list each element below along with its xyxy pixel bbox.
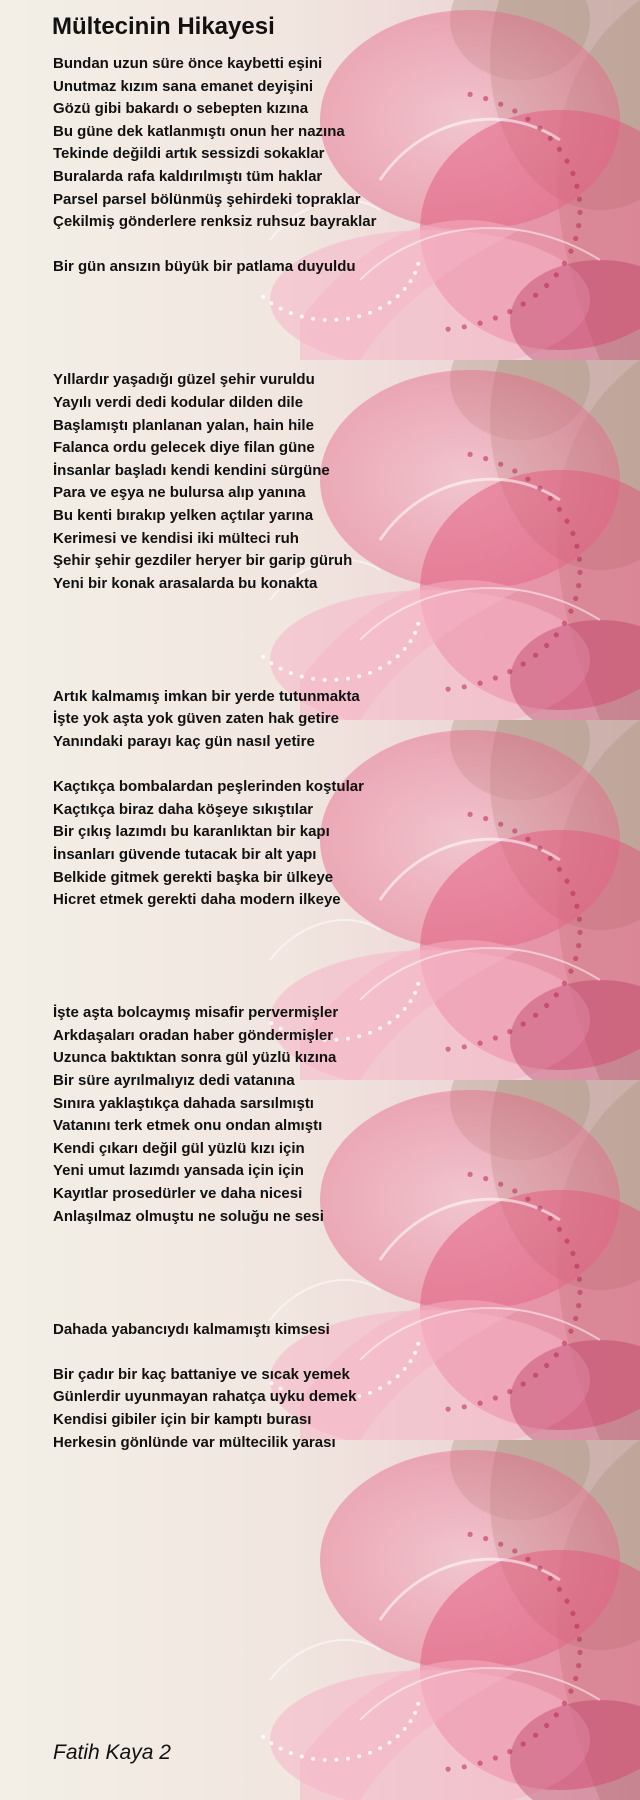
poem-line: Uzunca baktıktan sonra gül yüzlü kızına [53, 1049, 337, 1067]
poem-line: Falanca ordu gelecek diye filan güne [53, 439, 315, 457]
poem-line: Bir çıkış lazımdı bu karanlıktan bir kapı [53, 823, 330, 841]
poem-line: Günlerdir uyunmayan rahatça uyku demek [53, 1388, 357, 1406]
poem-line: Yayılı verdi dedi kodular dilden dile [53, 394, 304, 411]
poem-line: Kaçtıkça biraz daha köşeye sıkıştılar [53, 800, 314, 818]
poem-line: Bu kenti bırakıp yelken açtılar yarına [53, 507, 314, 524]
poem-line: Kaçtıkça bombalardan peşlerinden koştular [53, 778, 364, 796]
poem-line: Herkesin gönlünde var mültecilik yarası [53, 1433, 336, 1451]
poem-line: Sınıra yaklaştıkça dahada sarsılmıştı [53, 1094, 314, 1112]
poem-line: Vatanını terk etmek onu ondan almıştı [53, 1117, 323, 1135]
poem-line: Bundan uzun süre önce kaybetti eşini [53, 55, 323, 72]
poem-line: Şehir şehir gezdiler heryer bir garip güruh [53, 552, 353, 570]
poem-line: Gözü gibi bakardı o sebepten kızına [53, 100, 309, 118]
poem-line: Parsel parsel bölünmüş şehirdeki topraklar [53, 190, 361, 208]
poem-line: Kerimesi ve kendisi iki mülteci ruh [53, 529, 299, 547]
poem-line: Yeni umut lazımdı yansada için için [53, 1162, 304, 1180]
poem-line: Bu güne dek katlanmıştı onun her nazına [53, 122, 345, 140]
poem-line: İşte yok aşta yok güven zaten hak getire [53, 710, 339, 728]
poem-line: Kendisi gibiler için bir kamptı burası [53, 1411, 312, 1428]
poem-line: Çekilmiş gönderlere renksiz ruhsuz bayraklar [53, 213, 377, 231]
poem-line: Bir çadır bir kaç battaniye ve sıcak yemek [53, 1365, 350, 1383]
poem-line: Buralarda rafa kaldırılmıştı tüm haklar [53, 168, 323, 185]
poem-line: İnsanlar başladı kendi kendini sürgüne [53, 461, 330, 479]
poem-line: Unutmaz kızım sana emanet deyişini [53, 77, 314, 95]
poem-author: Fatih Kaya 2 [53, 1741, 171, 1764]
poem-line: Para ve eşya ne bulursa alıp yanına [53, 484, 306, 502]
poem-line: Tekinde değildi artık sessizdi sokaklar [53, 145, 325, 163]
poem-line: Yanındaki parayı kaç gün nasıl yetire [53, 733, 315, 750]
poem-line: Yeni bir konak arasalarda bu konakta [53, 574, 318, 592]
poem-line: Arkdaşaları oradan haber göndermişler [53, 1026, 334, 1044]
poem-line: Hicret etmek gerekti daha modern ilkeye [53, 891, 341, 909]
poem-line: Kayıtlar prosedürler ve daha nicesi [53, 1185, 303, 1202]
poem-line: İşte aşta bolcaymış misafir pervermişler [53, 1004, 339, 1022]
poem-line: Artık kalmamış imkan bir yerde tutunmakta [53, 687, 360, 705]
poem-line: Kendi çıkarı değil gül yüzlü kızı için [53, 1139, 305, 1157]
poem-line: Yıllardır yaşadığı güzel şehir vuruldu [53, 371, 315, 389]
poem-line: Bir gün ansızın büyük bir patlama duyuldu [53, 258, 356, 276]
poem-line: Belkide gitmek gerekti başka bir ülkeye [53, 868, 334, 886]
poem-title: Mültecinin Hikayesi [52, 13, 275, 40]
poem-line: Başlamıştı planlanan yalan, hain hile [53, 416, 314, 434]
poem-line: Anlaşılmaz olmuştu ne soluğu ne sesi [53, 1207, 324, 1225]
poem-line: Bir süre ayrılmalıyız dedi vatanına [53, 1072, 295, 1089]
poem-line: İnsanları güvende tutacak bir alt yapı [53, 846, 317, 863]
poem-line: Dahada yabancıydı kalmamıştı kimsesi [53, 1320, 330, 1338]
